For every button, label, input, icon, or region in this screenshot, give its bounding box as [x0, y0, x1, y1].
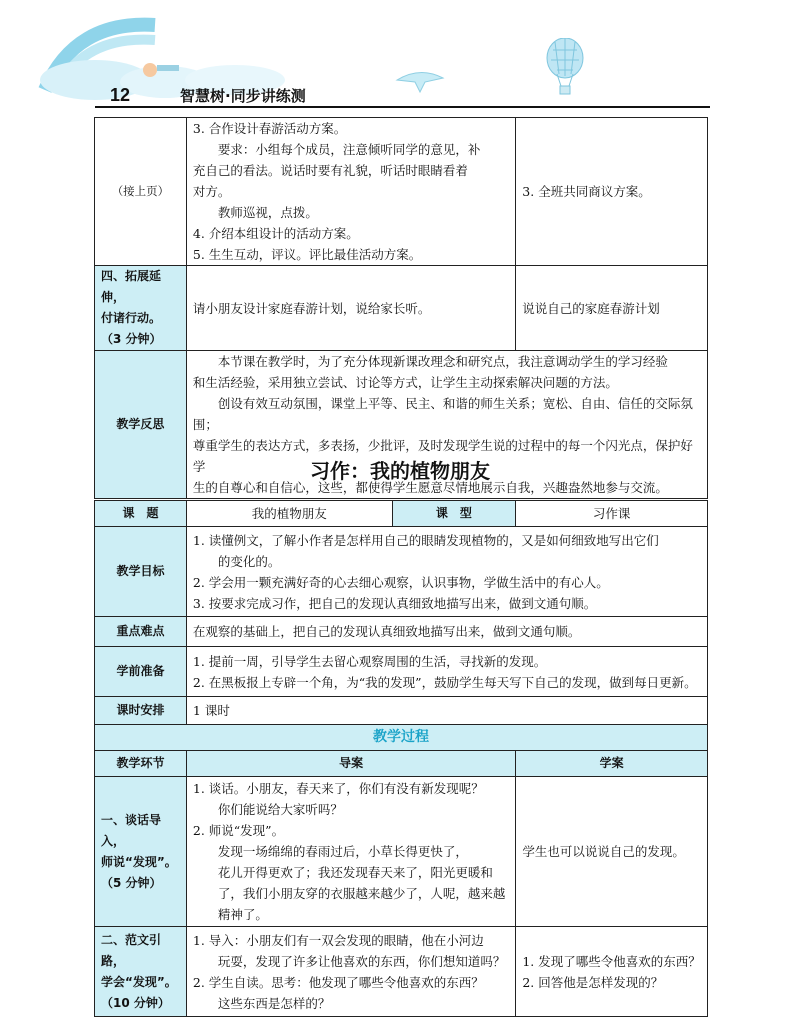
schedule-label: 课时安排: [95, 697, 187, 725]
text-line: 2. 学生自读。思考：他发现了哪些令他喜欢的东西？: [192, 974, 484, 990]
label-line: 付诸行动。: [101, 311, 162, 325]
continuation-label: （接上页）: [95, 118, 187, 266]
continuation-content: [186, 118, 515, 266]
text-line: 2. 回答他是怎样发现的？: [522, 974, 664, 990]
col-stage-header: 教学环节: [95, 751, 187, 777]
text-line: 1. 谈话。小朋友，春天来了，你们有没有新发现呢？: [192, 781, 484, 796]
label-line: 二、范文引路，: [101, 932, 162, 968]
text-line: 充自己的看法。说话时要有礼貌，听话时眼睛看着: [192, 163, 468, 178]
section-title: 习作：我的植物朋友: [310, 459, 490, 483]
text-line: 2. 学会用一颗充满好奇的心去细心观察，认识事物，学做生活中的有心人。: [192, 574, 609, 590]
reflection-label: 教学反思: [95, 351, 187, 499]
preparation-content: [186, 647, 707, 697]
text-line: 5. 生生互动，评议。评比最佳活动方案。: [192, 247, 422, 262]
key-points-content: 在观察的基础上，把自己的发现认真细致地描写出来，做到文通句顺。: [186, 617, 707, 647]
header-rule: [95, 106, 710, 108]
label-line: （5 分钟）: [101, 875, 162, 890]
label-line: 学会“发现”。: [101, 974, 177, 989]
label-line: （10 分钟）: [101, 995, 170, 1010]
text-line: 花儿开得更欢了；我还发现春天来了，阳光更暖和: [217, 865, 493, 880]
preparation-label: 学前准备: [95, 647, 187, 697]
schedule-value: 1 课时: [186, 697, 707, 725]
type-value: 习作课: [516, 501, 708, 527]
col-guide-header: 导案: [186, 751, 515, 777]
stage-2-guide: [186, 927, 515, 1017]
lesson-plan-table: [94, 500, 708, 1017]
text-line: 3. 按要求完成习作，把自己的发现认真细致地描写出来，做到文通句顺。: [192, 595, 597, 611]
text-line: 4. 介绍本组设计的活动方案。: [192, 226, 359, 241]
text-line: 的变化的。: [217, 553, 281, 569]
text-line: 2. 师说“发现”。: [192, 823, 285, 838]
text-line: 3. 合作设计春游活动方案。: [192, 121, 347, 136]
book-title: 智慧树·同步讲练测: [180, 87, 306, 105]
lesson-plan-table-continued: [94, 117, 708, 499]
text-line: 这些东西是怎样的？: [217, 995, 331, 1011]
stage-2-label: [95, 927, 187, 1017]
col-study-header: 学案: [516, 751, 708, 777]
page-header: [0, 0, 800, 112]
topic-label: 课 题: [95, 501, 187, 527]
topic-value: 我的植物朋友: [186, 501, 392, 527]
text-line: 精神了。: [217, 907, 268, 922]
goals-content: [186, 527, 707, 617]
key-points-label: 重点难点: [95, 617, 187, 647]
label-line: 一、谈话导入，: [101, 812, 162, 848]
text-line: 2. 在黑板报上专辟一个角，为“我的发现”，鼓励学生每天写下自己的发现，做到每日更新。: [192, 674, 697, 690]
text-line: 你们能说给大家听吗？: [217, 802, 343, 817]
stage-2-study: [516, 927, 708, 1017]
type-label: 课 型: [392, 501, 516, 527]
text-line: 玩耍，发现了许多让他喜欢的东西，你们想知道吗？: [217, 953, 506, 969]
page-number: 12: [110, 85, 131, 105]
text-line: 创设有效互动氛围，课堂上平等、民主、和谐的师生关系；宽松、自由、信任的交际氛围；: [192, 396, 693, 432]
text-line: 和生活经验，采用独立尝试、讨论等方式，让学生主动探索解决问题的方法。: [192, 375, 618, 390]
text-line: 要求：小组每个成员，注意倾听同学的意见，补: [217, 142, 481, 157]
label-line: （3 分钟）: [101, 332, 162, 346]
text-line: 1. 读懂例文，了解小作者是怎样用自己的眼睛发现植物的，又是如何细致地写出它们: [192, 532, 659, 548]
hot-air-balloon-icon: [545, 38, 585, 100]
text-line: 对方。: [192, 184, 231, 199]
glider-icon: [395, 66, 445, 94]
text-line: 教师巡视，点拨。: [217, 205, 318, 220]
process-heading: 教学过程: [95, 725, 708, 751]
label-line: 师说“发现”。: [101, 854, 177, 869]
text-line: 生的自尊心和自信心，这些，都使得学生愿意尽情地展示自我，兴趣盎然地参与交流。: [192, 480, 668, 495]
extension-label: [95, 266, 187, 351]
extension-guide: 请小朋友设计家庭春游计划，说给家长听。: [186, 266, 515, 351]
extension-student-plan: 说说自己的家庭春游计划: [516, 266, 708, 351]
text-line: 了，我们小朋友穿的衣服越来越少了，人呢，越来越: [217, 886, 506, 901]
text-line: 发现一场绵绵的春雨过后，小草长得更快了，: [217, 844, 468, 859]
label-line: 四、拓展延伸，: [101, 269, 162, 304]
stage-1-label: [95, 777, 187, 927]
stage-1-guide: [186, 777, 515, 927]
text-line: 本节课在教学时，为了充分体现新课改理念和研究点，我注意调动学生的学习经验: [217, 354, 668, 369]
text-line: 1. 导入：小朋友们有一双会发现的眼睛，他在小河边: [192, 932, 484, 948]
text-line: 1. 提前一周，引导学生去留心观察周围的生活，寻找新的发现。: [192, 653, 547, 669]
text-line: 尊重学生的表达方式，多表扬，少批评，及时发现学生说的过程中的每一个闪光点，保护好学: [192, 438, 693, 474]
text-line: 1. 发现了哪些令他喜欢的东西？: [522, 953, 701, 969]
continuation-student-plan: 3. 全班共同商议方案。: [516, 118, 708, 266]
goals-label: 教学目标: [95, 527, 187, 617]
stage-1-study: 学生也可以说说自己的发现。: [516, 777, 708, 927]
